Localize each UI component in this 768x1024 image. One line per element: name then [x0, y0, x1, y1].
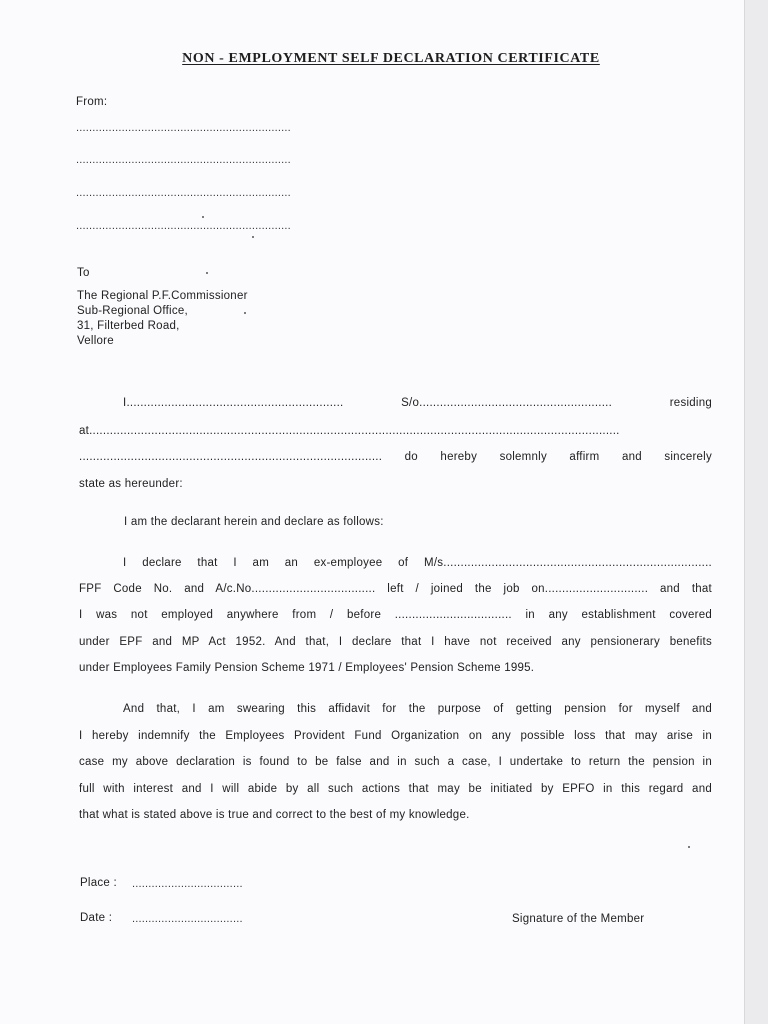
- place-label: Place :: [80, 877, 117, 889]
- scan-speck: [688, 846, 690, 848]
- affidavit-line-4: full with interest and I will abide by all such actions that may be initiated by EPFO in this regard and: [79, 783, 712, 795]
- date-label: Date :: [80, 912, 113, 924]
- address-line-4: Vellore: [77, 335, 114, 347]
- scan-speck: [202, 216, 204, 218]
- from-line-2: ..................................................................: [76, 154, 291, 166]
- employment-line-5: under Employees Family Pension Scheme 1971 / Employees' Pension Scheme 1995.: [79, 662, 535, 674]
- scan-speck: [252, 236, 254, 238]
- member-signature-label: Signature of the Member: [512, 913, 645, 925]
- declaration-line-1: I............................................................... S/o........................................................ residing: [123, 397, 712, 409]
- employment-line-3: I was not employed anywhere from / before .................................. in any establishment covered: [79, 609, 712, 621]
- declaration-line-4: state as hereunder:: [79, 478, 183, 490]
- affidavit-line-2: I hereby indemnify the Employees Provident Fund Organization on any possible loss that may arise in: [79, 730, 712, 742]
- employment-line-1: I declare that I am an ex-employee of M/s..............................................................................: [123, 557, 712, 569]
- place-field: ..................................: [132, 878, 243, 890]
- from-line-1: ..................................................................: [76, 122, 291, 134]
- affidavit-line-1: And that, I am swearing this affidavit for the purpose of getting pension for myself and: [123, 703, 712, 715]
- from-line-4: ..................................................................: [76, 220, 291, 232]
- declaration-line-2: at..........................................................................................................................................................: [79, 425, 620, 437]
- address-line-3: 31, Filterbed Road,: [77, 320, 180, 332]
- declarant-statement: I am the declarant herein and declare as follows:: [124, 516, 384, 528]
- address-line-2: Sub-Regional Office,: [77, 305, 188, 317]
- to-label: To: [77, 267, 90, 279]
- declaration-line-3: ........................................................................................ do hereby solemnly affirm and sincerely: [79, 451, 712, 463]
- affidavit-line-5: that what is stated above is true and correct to the best of my knowledge.: [79, 809, 470, 821]
- date-field: ..................................: [132, 913, 243, 925]
- employment-line-4: under EPF and MP Act 1952. And that, I declare that I have not received any pensionerary benefits: [79, 636, 712, 648]
- from-line-3: ..................................................................: [76, 187, 291, 199]
- address-line-1: The Regional P.F.Commissioner: [77, 290, 248, 302]
- from-label: From:: [76, 96, 108, 108]
- employment-line-2: FPF Code No. and A/c.No.................................... left / joined the job on.............................. and that: [79, 583, 712, 595]
- affidavit-line-3: case my above declaration is found to be false and in such a case, I undertake to return the pension in: [79, 756, 712, 768]
- scan-speck: [244, 312, 246, 314]
- scan-speck: [206, 272, 208, 274]
- document-title: NON - EMPLOYMENT SELF DECLARATION CERTIFICATE: [182, 51, 600, 66]
